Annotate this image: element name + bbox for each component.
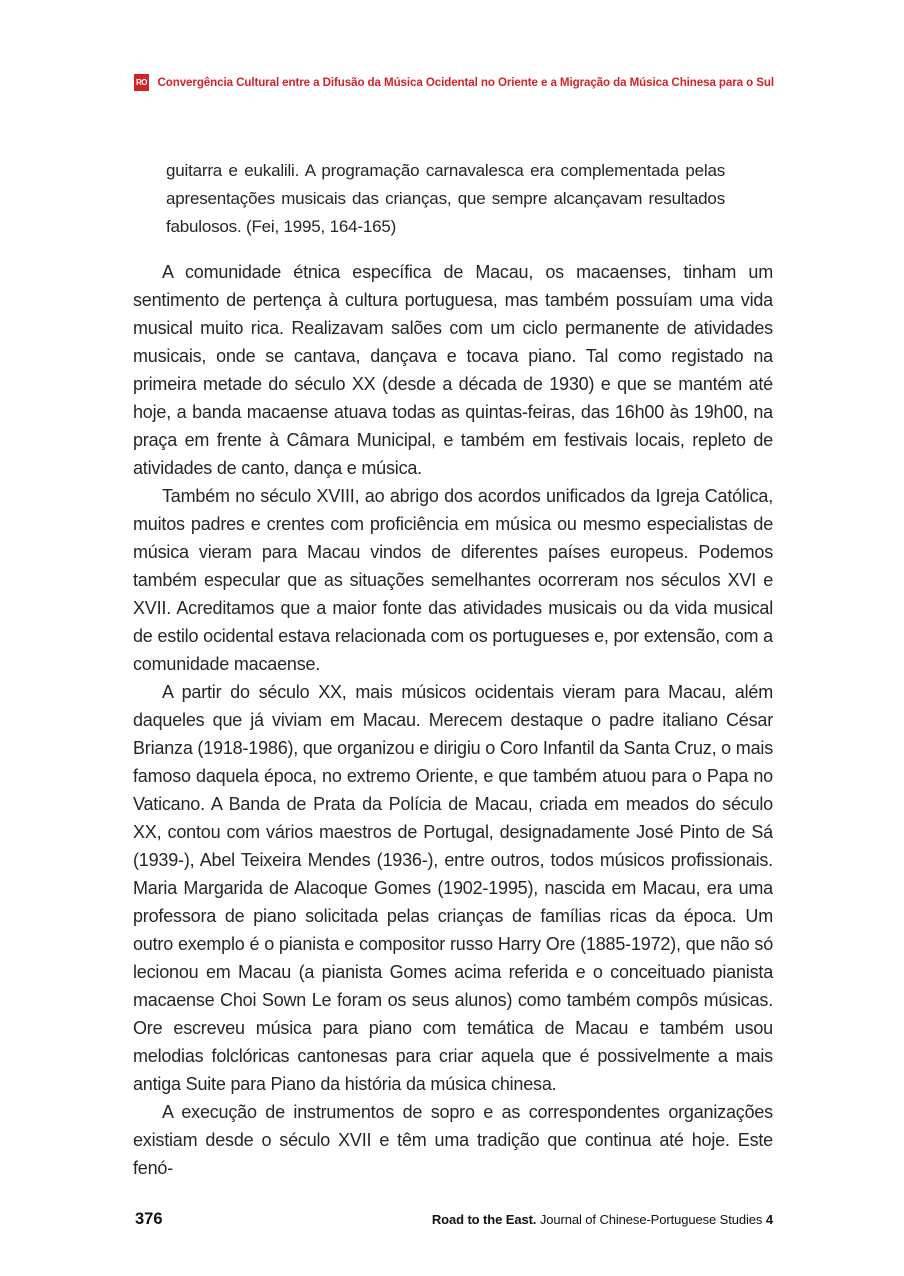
- paragraph-1: A comunidade étnica específica de Macau, os macaenses, tinham um sentimento de pertença à cultura portuguesa, mas também possuíam uma vida musical muito rica. Realizavam salões com um ciclo permanente de atividades musicais, onde se cantava, dançava e tocava piano. Tal como registado na primeira metade do século XX (desde a década de 1930) e que se mantém até hoje, a banda macaense atuava todas as quintas-feiras, das 16h00 às 19h00, na praça em frente à Câmara Municipal, e também em festivais locais, repleto de atividades de canto, dança e música.: [133, 262, 773, 478]
- journal-title: Road to the East.: [431, 1212, 537, 1227]
- page-content: [133, 157, 773, 1182]
- paragraph-3: A partir do século XX, mais músicos ocidentais vieram para Macau, além daqueles que já viviam em Macau. Merecem destaque o padre italiano César Brianza (1918-1986), que organizou e dirigiu o Coro Infantil da Santa Cruz, o mais famoso daquela época, no extremo Oriente, e que também atuou para o Papa no Vaticano. A Banda de Prata da Polícia de Macau, criada em meados do século XX, contou com vários maestros de Portugal, designadamente José Pinto de Sá (1939-), Abel Teixeira Mendes (1936-), entre outros, todos músicos profissionais. Maria Margarida de Alacoque Gomes (1902-1995), nascida em Macau, era uma professora de piano solicitada pelas crianças de famílias ricas da época. Um outro exemplo é o pianista e compositor russo Harry Ore (1885-1972), que não só lecionou em Macau (a pianista Gomes acima referida e o conceituado pianista macaense Choi Sown Le foram os seus alunos) como também compôs músicas. Ore escreveu música para piano com temática de Macau e também usou melodias folclóricas cantonesas para criar aquela que é possivelmente a mais antiga Suite para Piano da história da música chinesa.: [133, 682, 773, 1094]
- journal-subtitle: Journal of Chinese-Portuguese Studies: [539, 1212, 763, 1227]
- journal-line: [432, 1212, 773, 1227]
- journal-logo: RO: [134, 74, 149, 91]
- running-title: Convergência Cultural entre a Difusão da Música Ocidental no Oriente e a Migração da Música Chinesa para o Sul: [157, 76, 774, 89]
- page-footer: [135, 1210, 773, 1229]
- paragraph-4: A execução de instrumentos de sopro e as correspondentes organizações existiam desde o século XVII e têm uma tradição que continua até hoje. Este fenó-: [133, 1102, 773, 1178]
- issue-number: 4: [765, 1212, 773, 1227]
- block-quote: guitarra e eukalili. A programação carnavalesca era complementada pelas apresentações musicais das crianças, que sempre alcançavam resultados fabulosos. (Fei, 1995, 164-165): [166, 161, 725, 236]
- paragraph-2: Também no século XVIII, ao abrigo dos acordos unificados da Igreja Católica, muitos padres e crentes com proficiência em música ou mesmo especialistas de música vieram para Macau vindos de diferentes países europeus. Podemos também especular que as situações semelhantes ocorreram nos séculos XVI e XVII. Acreditamos que a maior fonte das atividades musicais ou da vida musical de estilo ocidental estava relacionada com os portugueses e, por extensão, com a comunidade macaense.: [133, 486, 773, 674]
- running-header: [134, 74, 774, 91]
- page-number: 376: [135, 1210, 163, 1228]
